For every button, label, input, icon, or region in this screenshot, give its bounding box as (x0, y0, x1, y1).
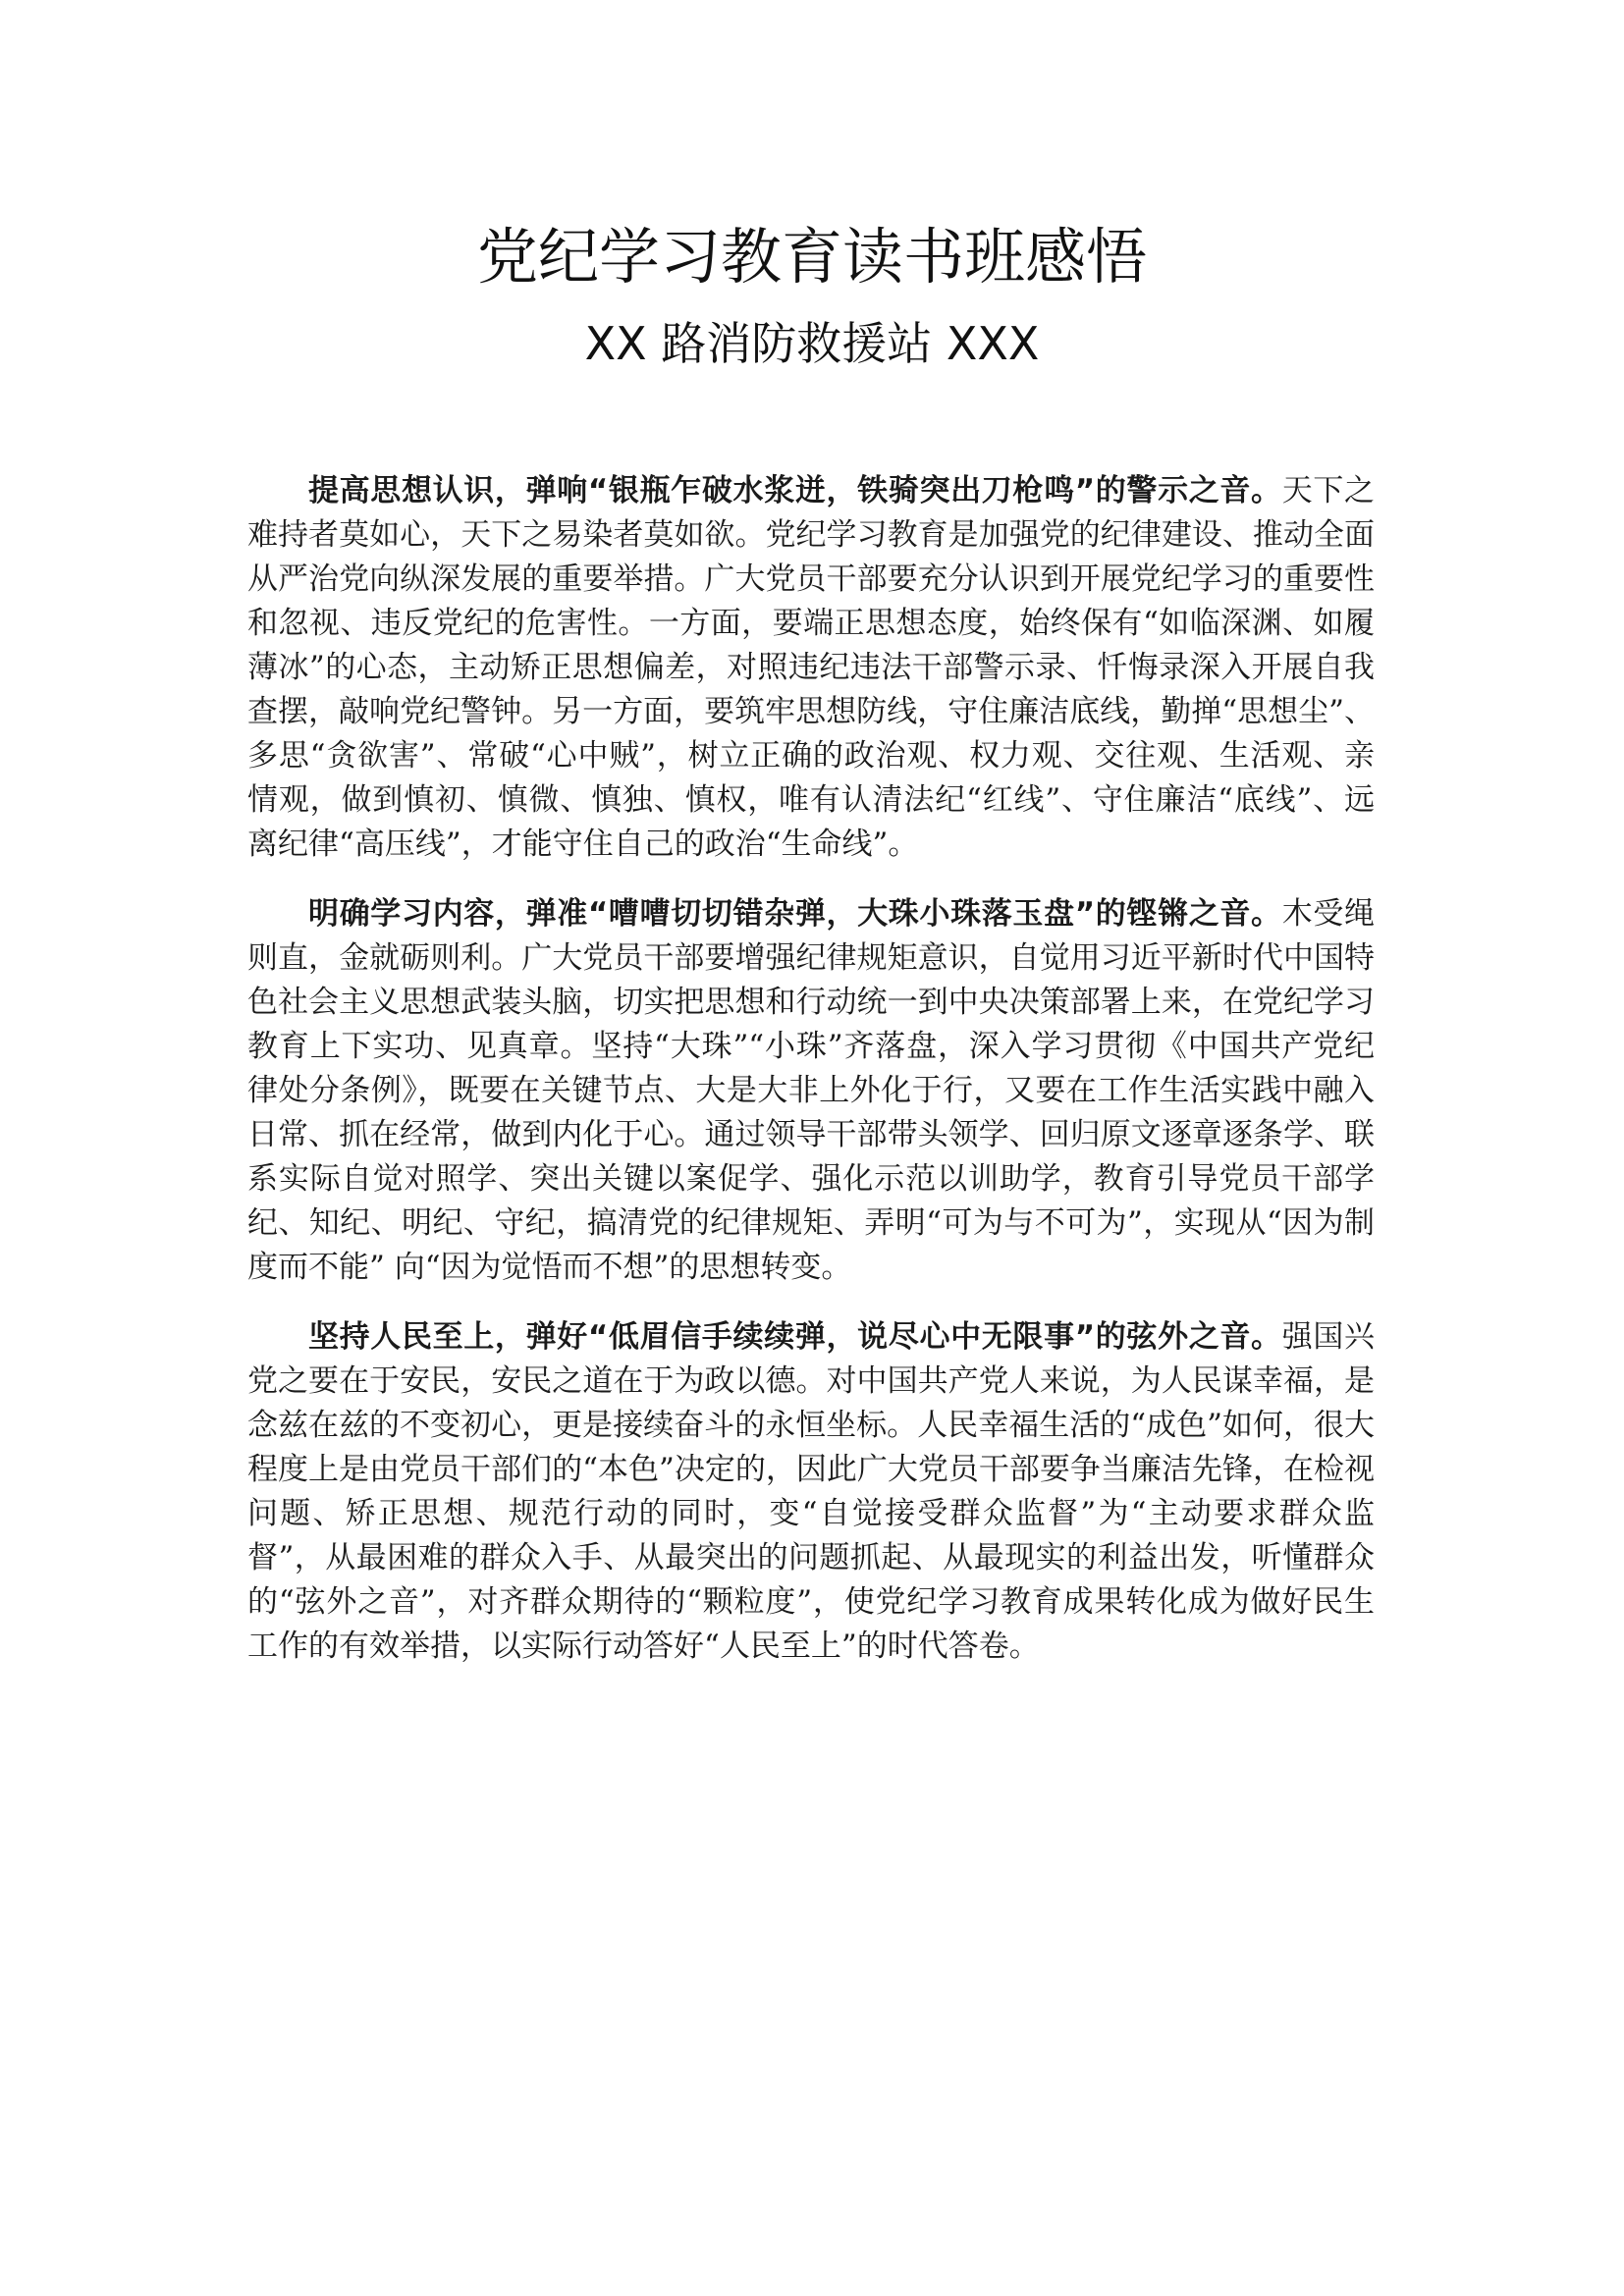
paragraph-2-text: 木受绳则直，金就砺则利。广大党员干部要增强纪律规矩意识，自觉用习近平新时代中国特色社会主义思想武装头脑，切实把思想和行动统一到中央决策部署上来，在党纪学习教育上下实功、见真章。坚持“大珠”“小珠”齐落盘，深入学习贯彻《中国共产党纪律处分条例》，既要在关键节点、大是大非上外化于行，又要在工作生活实践中融入日常、抓在经常，做到内化于心。通过领导干部带头领学、回归原文逐章逐条学、联系实际自觉对照学、突出关键以案促学、强化示范以训助学，教育引导党员干部学纪、知纪、明纪、守纪，搞清党的纪律规矩、弄明“可为与不可为”，实现从“因为制度而不能” 向“因为觉悟而不想”的思想转变。 (247, 896, 1375, 1285)
paragraph-3 (247, 1315, 1375, 1669)
paragraph-3-lead: 坚持人民至上，弹好“低眉信手续续弹，说尽心中无限事”的弦外之音。 (308, 1319, 1282, 1355)
paragraph-3-text: 强国兴党之要在于安民，安民之道在于为政以德。对中国共产党人来说，为人民谋幸福，是念兹在兹的不变初心，更是接续奋斗的永恒坐标。人民幸福生活的“成色”如何，很大程度上是由党员干部们的“本色”决定的，因此广大党员干部要争当廉洁先锋，在检视问题、矫正思想、规范行动的同时，变“自觉接受群众监督”为“主动要求群众监督”，从最困难的群众入手、从最突出的问题抓起、从最现实的利益出发，听懂群众的“弦外之音”，对齐群众期待的“颗粒度”，使党纪学习教育成果转化成为做好民生工作的有效举措，以实际行动答好“人民至上”的时代答卷。 (247, 1319, 1375, 1664)
paragraph-1-text: 天下之难持者莫如心，天下之易染者莫如欲。党纪学习教育是加强党的纪律建设、推动全面从严治党向纵深发展的重要举措。广大党员干部要充分认识到开展党纪学习的重要性和忽视、违反党纪的危害性。一方面，要端正思想态度，始终保有“如临深渊、如履薄冰”的心态，主动矫正思想偏差，对照违纪违法干部警示录、忏悔录深入开展自我查摆，敲响党纪警钟。另一方面，要筑牢思想防线，守住廉洁底线，勤掸“思想尘”、多思“贪欲害”、常破“心中贼”，树立正确的政治观、权力观、交往观、生活观、亲情观，做到慎初、慎微、慎独、慎权，唯有认清法纪“红线”、守住廉洁“底线”、远离纪律“高压线”，才能守住自己的政治“生命线”。 (247, 473, 1375, 862)
document-title: 党纪学习教育读书班感悟 (476, 221, 1147, 293)
document-body (247, 469, 1375, 1694)
paragraph-2 (247, 892, 1375, 1290)
paragraph-1 (247, 469, 1375, 867)
paragraph-2-lead: 明确学习内容，弹准“嘈嘈切切错杂弹，大珠小珠落玉盘”的铿锵之音。 (308, 896, 1282, 932)
paragraph-1-lead: 提高思想认识，弹响“银瓶乍破水浆迸，铁骑突出刀枪鸣”的警示之音。 (308, 473, 1282, 508)
author-line: XX 路消防救援站 XXX (584, 317, 1040, 370)
